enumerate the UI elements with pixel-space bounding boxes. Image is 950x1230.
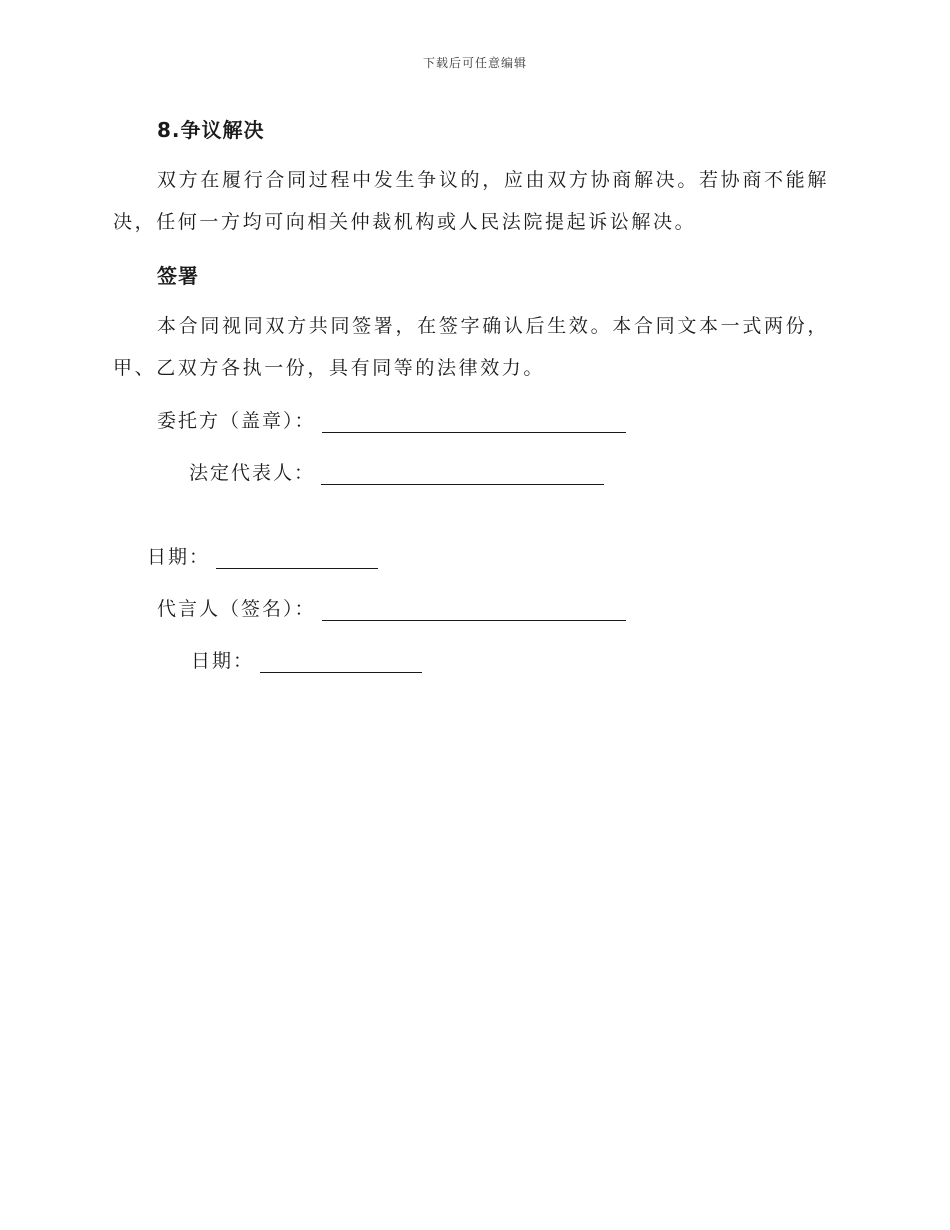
section-title-dispute: 8.争议解决 bbox=[157, 118, 265, 142]
paragraph-dispute: 双方在履行合同过程中发生争议的，应由双方协商解决。若协商不能解决，任何一方均可向相关仲裁机构或人民法院提起诉讼解决。 bbox=[113, 169, 829, 233]
spokesperson-signature-line bbox=[157, 594, 626, 621]
principal-label: 委托方（盖章）： bbox=[157, 410, 316, 432]
date-2-blank[interactable] bbox=[260, 652, 422, 673]
legal-rep-signature-blank[interactable] bbox=[321, 464, 604, 485]
legal-rep-label: 法定代表人： bbox=[189, 462, 316, 484]
principal-signature-line bbox=[157, 406, 626, 433]
page-header: 下载后可任意编辑 bbox=[422, 56, 527, 70]
legal-rep-signature-line bbox=[189, 458, 604, 485]
date-1-label: 日期： bbox=[147, 546, 211, 568]
spokesperson-signature-blank[interactable] bbox=[322, 600, 626, 621]
paragraph-signing: 本合同视同双方共同签署，在签字确认后生效。本合同文本一式两份，甲、乙双方各执一份，具有同等的法律效力。 bbox=[113, 315, 829, 379]
principal-signature-blank[interactable] bbox=[322, 412, 626, 433]
section-title-signing: 签署 bbox=[157, 264, 199, 288]
date-line-2 bbox=[191, 646, 422, 673]
date-line-1 bbox=[147, 542, 378, 569]
date-2-label: 日期： bbox=[191, 650, 255, 672]
spokesperson-label: 代言人（签名）： bbox=[157, 598, 316, 620]
date-1-blank[interactable] bbox=[216, 548, 378, 569]
